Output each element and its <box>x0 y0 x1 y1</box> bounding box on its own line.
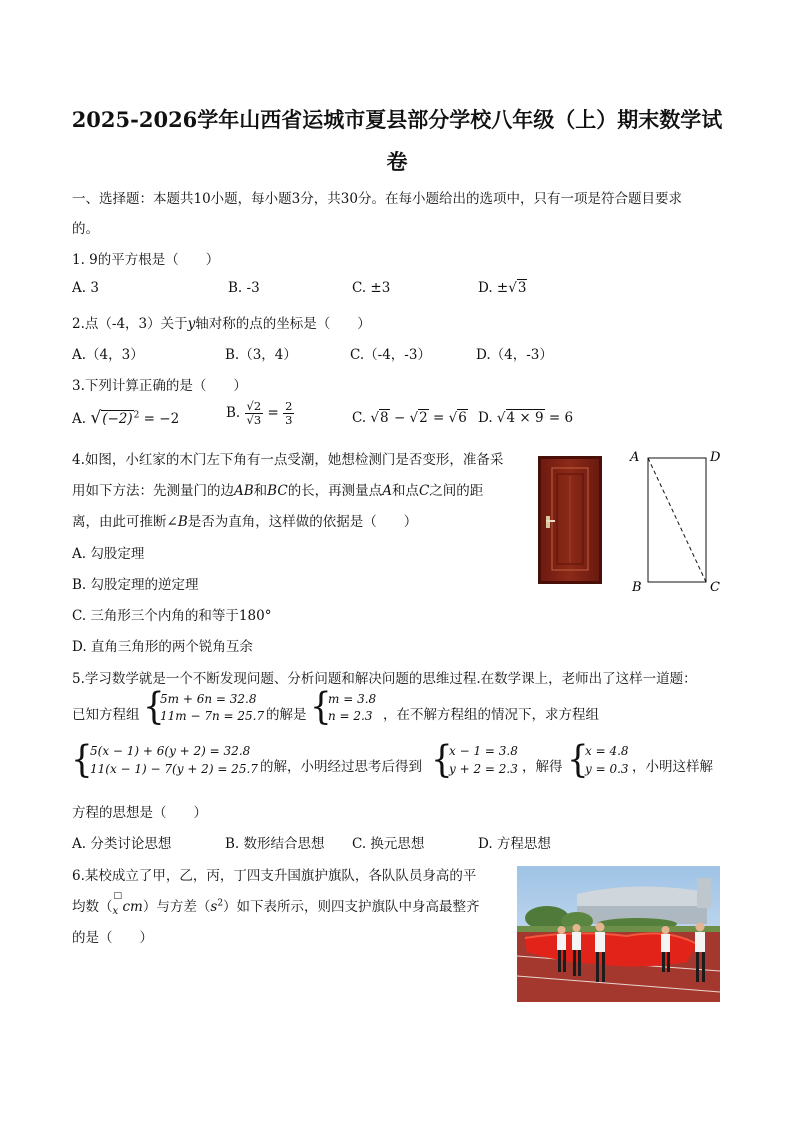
q1-option-c: C. ±3 <box>352 280 391 296</box>
q5-option-d: D. 方程思想 <box>478 836 551 852</box>
q5-sol-is: 的解是 <box>266 707 307 723</box>
q4-point-a: A <box>382 483 392 499</box>
q5-sol1: m = 3.8 <box>328 692 377 706</box>
q3-c-minus: − <box>393 410 406 426</box>
q5-eq1: 5m + 6n = 32.8 <box>160 692 257 706</box>
q4-stem-line2 <box>72 479 483 499</box>
q4-l2-pre: 用如下方法：先测量门的边 <box>72 483 234 499</box>
q4-option-a: A. 勾股定理 <box>72 546 145 562</box>
q6-stem-line1: 6.某校成立了甲，乙，丙，丁四支升国旗护旗队，各队队员身高的平 <box>72 868 477 884</box>
q5-res1: x = 4.8 <box>585 744 629 758</box>
q3-stem: 3.下列计算正确的是（ ） <box>72 378 247 394</box>
q5-sol2: n = 2.3 <box>328 709 373 723</box>
q1-option-d: D. ±√3 <box>478 280 527 296</box>
q4-stem-line3 <box>72 510 417 530</box>
q5-solve: ，解得 <box>522 759 563 775</box>
q5-eq2: 11m − 7n = 25.7 <box>160 709 265 723</box>
fig-label-a: A <box>630 450 640 465</box>
q6-unit: cm <box>122 899 143 915</box>
q4-option-c: C. 三角形三个内角的和等于180° <box>72 608 272 624</box>
q1-option-a: A. 3 <box>72 280 99 296</box>
q2-stem-var: y <box>187 316 196 332</box>
q4-point-b: B <box>177 514 188 530</box>
fig-label-c: C <box>710 580 720 595</box>
q5-tail1: ，在不解方程组的情况下，求方程组 <box>383 707 599 723</box>
q5-stem-last: 方程的思想是（ ） <box>72 805 207 821</box>
q6-sup: 2 <box>217 898 224 909</box>
q5-sub2: y + 2 = 2.3 <box>449 762 518 776</box>
q3-b-den: √3 <box>246 413 262 427</box>
q3-option-b <box>226 400 294 427</box>
q3-b-num: √2 <box>246 399 262 413</box>
q2-stem-pre: 2.点（-4，3）关于 <box>72 316 188 332</box>
q3-d-rhs: = 6 <box>548 410 574 426</box>
q3-d-label: D. <box>478 410 493 426</box>
q5-eq3: 5(x − 1) + 6(y + 2) = 32.8 <box>90 744 251 758</box>
q2-option-b: B.（3，4） <box>225 347 297 363</box>
q5-eq4: 11(x − 1) − 7(y + 2) = 25.7 <box>90 762 258 776</box>
q3-a-rhs: = −2 <box>143 411 180 427</box>
q5-known-label: 已知方程组 <box>72 707 140 723</box>
q4-option-d: D. 直角三角形的两个锐角互余 <box>72 639 253 655</box>
q3-b-rnum: 2 <box>285 399 293 413</box>
q4-l2-mid3: 和点 <box>391 483 419 499</box>
q3-a-radicand: (−2) <box>102 411 133 427</box>
q1-option-b: B. -3 <box>228 280 260 296</box>
q4-stem-line1: 4.如图，小红家的木门左下角有一点受潮，她想检测门是否变形，准备采 <box>72 452 504 468</box>
q5-brace-5: { <box>567 738 589 782</box>
q5-brace-2: { <box>310 685 332 729</box>
q4-ab: AB <box>234 483 254 499</box>
exam-title-line1: 2025-2026学年山西省运城市夏县部分学校八年级（上）期末数学试 <box>71 107 723 132</box>
q1-option-d-prefix: D. ± <box>478 280 509 296</box>
q2-stem <box>72 312 371 332</box>
q5-brace-4: { <box>431 738 453 782</box>
wooden-door-image <box>538 456 602 584</box>
q6-stem-line2 <box>72 891 480 917</box>
fig-label-d: D <box>710 450 721 465</box>
q6-s: s <box>210 899 218 915</box>
flag-guard-photo <box>517 866 720 1002</box>
q5-sub1: x − 1 = 3.8 <box>449 744 518 758</box>
q5-tail2: ，小明这样解 <box>632 759 713 775</box>
q3-c-r2: 2 <box>419 410 428 426</box>
q4-l2-mid2: 的长，再测量点 <box>287 483 383 499</box>
fig-label-b: B <box>632 580 642 595</box>
q3-option-d: D. √4 × 9 = 6 <box>478 410 574 426</box>
q6-l2-post: ）如下表所示，则四支护旗队中身高最整齐 <box>223 899 480 915</box>
q5-brace-1: { <box>143 685 165 729</box>
rectangle-abcd-figure <box>626 446 726 596</box>
q6-stem-line3: 的是（ ） <box>72 930 153 946</box>
q5-option-b: B. 数形结合思想 <box>225 836 325 852</box>
q6-xbar-var: x <box>112 906 119 917</box>
q3-b-eq: = <box>267 405 279 421</box>
q1-option-d-radicand: 3 <box>517 280 527 296</box>
q3-b-rden: 3 <box>285 413 293 427</box>
q3-option-a: A. $√(-2)^2 = -2$ <box>72 408 180 428</box>
q1-stem: 1. 9的平方根是（ ） <box>72 252 220 268</box>
q2-option-a: A.（4，3） <box>72 347 144 363</box>
q4-l3-pre: 离，由此可推断∠ <box>72 514 178 530</box>
q6-l2-pre: 均数（ <box>72 899 113 915</box>
q2-option-c: C.（-4，-3） <box>350 347 431 363</box>
q2-option-d: D.（4，-3） <box>476 347 553 363</box>
q5-brace-3: { <box>71 738 93 782</box>
q5-option-a: A. 分类讨论思想 <box>72 836 172 852</box>
q5-option-c: C. 换元思想 <box>352 836 425 852</box>
q3-a-label: A. <box>72 411 87 427</box>
q5-res2: y = 0.3 <box>585 762 629 776</box>
q4-l2-mid: 和 <box>253 483 268 499</box>
section-heading: 一、选择题：本题共10小题，每小题3分，共30分。在每小题给出的选项中，只有一项是符合题目要求 <box>72 191 682 207</box>
q2-stem-post: 轴对称的点的坐标是（ ） <box>195 316 371 332</box>
q5-stem-line1: 5.学习数学就是一个不断发现问题、分析问题和解决问题的思维过程.在数学课上，老师出了这样一道题： <box>72 671 697 687</box>
q3-b-label: B. <box>226 405 241 421</box>
q6-l2-mid: ）与方差（ <box>142 899 211 915</box>
q4-option-b: B. 勾股定理的逆定理 <box>72 577 199 593</box>
q3-d-radicand: 4 × 9 <box>506 410 544 426</box>
q4-point-c: C <box>418 483 430 499</box>
q3-c-label: C. <box>352 410 367 426</box>
q4-bc: BC <box>267 483 288 499</box>
q5-mid: 的解，小明经过思考后得到 <box>260 759 422 775</box>
section-heading-cont: 的。 <box>72 221 99 237</box>
q4-l2-post: 之间的距 <box>429 483 484 499</box>
q3-option-c: C. √8 − √2 = √6 <box>352 410 467 426</box>
q3-c-eq: = <box>433 410 445 426</box>
exam-title-line2: 卷 <box>386 149 408 174</box>
q6-xbar: □ $_x$ <box>112 891 123 917</box>
q3-c-r3: 6 <box>458 410 467 426</box>
q4-l3-post: 是否为直角，这样做的依据是（ ） <box>187 514 418 530</box>
q3-a-exp: 2 <box>133 410 140 421</box>
q3-c-r1: 8 <box>380 410 389 426</box>
